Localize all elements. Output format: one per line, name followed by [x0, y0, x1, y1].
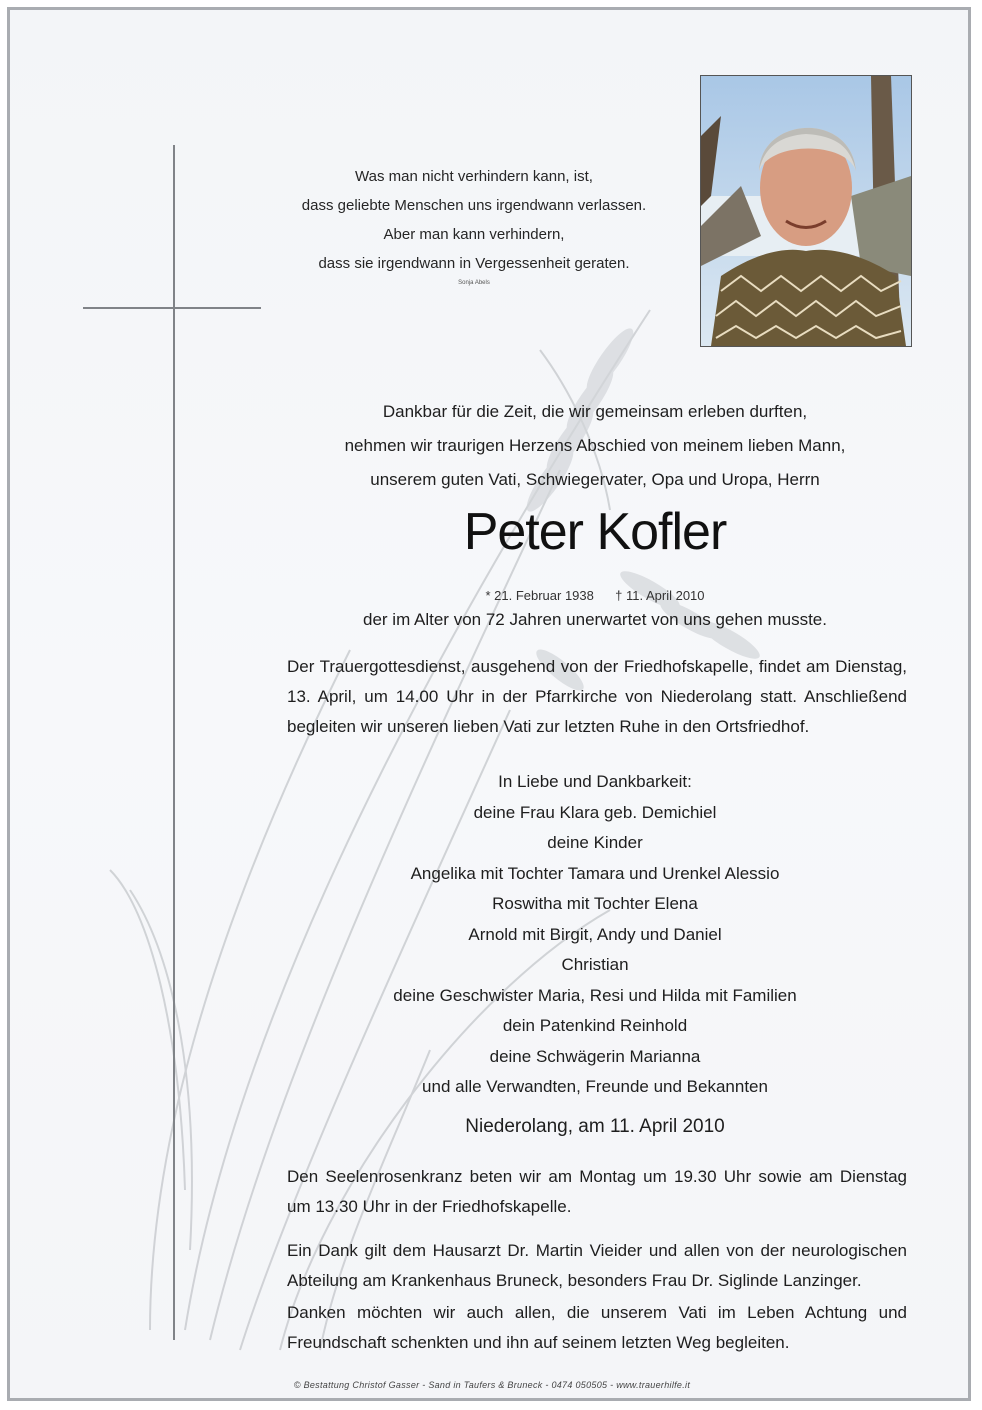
thanks-text-doctor: Ein Dank gilt dem Hausarzt Dr. Martin Vieider und allen von der neurologischen Abteilung am Krankenhaus Bruneck, besonders Frau Dr. Siglinde Lanzinger. — [287, 1241, 907, 1290]
rosary-text: Den Seelenrosenkranz beten wir am Montag um 19.30 Uhr sowie am Dienstag um 13.30 Uhr in der Friedhofskapelle. — [287, 1167, 907, 1216]
family-line: Roswitha mit Tochter Elena — [492, 894, 698, 913]
family-line: Arnold mit Birgit, Andy und Daniel — [468, 924, 722, 944]
quote-author: Sonja Abels — [458, 280, 490, 286]
intro-line: Dankbar für die Zeit, die wir gemeinsam erleben durften, — [382, 402, 808, 421]
quote-line: dass sie irgendwann in Vergessenheit geraten. — [318, 255, 630, 272]
birth-date: * 21. Februar 1938 — [485, 588, 594, 603]
quote-line: Aber man kann verhindern, — [383, 226, 565, 243]
family-line: deine Schwägerin Marianna — [489, 1046, 701, 1066]
deceased-name: Peter Kofler — [463, 503, 727, 561]
family-line: deine Kinder — [547, 833, 643, 852]
age-line: der im Alter von 72 Jahren unerwartet von uns gehen musste. — [363, 610, 827, 629]
portrait-photo — [700, 75, 912, 347]
memorial-quote — [270, 162, 678, 288]
intro-line: nehmen wir traurigen Herzens Abschied von meinem lieben Mann, — [344, 436, 846, 455]
portrait-image — [701, 76, 911, 346]
intro-text — [285, 395, 905, 497]
family-line: dein Patenkind Reinhold — [502, 1016, 688, 1035]
family-line: In Liebe und Dankbarkeit: — [498, 772, 692, 791]
family-line: deine Frau Klara geb. Demichiel — [473, 802, 717, 822]
family-line: deine Geschwister Maria, Resi und Hilda mit Familien — [393, 985, 797, 1005]
death-date: † 11. April 2010 — [615, 588, 705, 603]
family-line: und alle Verwandten, Freunde und Bekannten — [422, 1077, 768, 1096]
place-and-date: Niederolang, am 11. April 2010 — [465, 1116, 725, 1137]
funeral-text: Der Trauergottesdienst, ausgehend von der Friedhofskapelle, findet am Dienstag, 13. April, um 14.00 Uhr in der Pfarrkirche von Niederolang statt. Anschließend begleiten wir unseren lieben Vati zur letzten Ruhe in den Ortsfriedhof. — [287, 657, 907, 736]
obituary-page — [7, 7, 971, 1401]
cross-horizontal-bar — [83, 307, 261, 309]
family-line: Angelika mit Tochter Tamara und Urenkel Alessio — [410, 863, 780, 883]
footer-credit: © Bestattung Christof Gasser - Sand in Taufers & Bruneck - 0474 050505 - www.trauerhilfe.it — [293, 1380, 691, 1390]
family-list — [285, 767, 905, 1103]
quote-line: dass geliebte Menschen uns irgendwann verlassen. — [301, 197, 647, 214]
quote-line: Was man nicht verhindern kann, ist, — [355, 168, 593, 185]
life-dates — [285, 588, 905, 603]
cross-vertical-bar — [173, 145, 175, 1340]
intro-line: unserem guten Vati, Schwiegervater, Opa und Uropa, Herrn — [370, 470, 820, 489]
thanks-text-friends: Danken möchten wir auch allen, die unserem Vati im Leben Achtung und Freundschaft schenkten und ihn auf seinem letzten Weg begleiten. — [287, 1303, 907, 1352]
family-line: Christian — [561, 955, 629, 974]
